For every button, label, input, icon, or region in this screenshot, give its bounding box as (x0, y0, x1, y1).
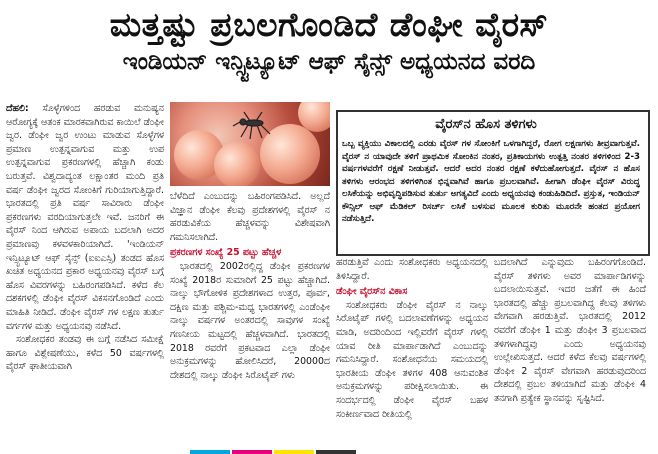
col1-paragraph-1: ಸೊಳ್ಳೆಗಳಿಂದ ಹರಡುವ ಮನುಷ್ಯನ ಆರೋಗ್ಯಕ್ಕೆ ಆತಂಕ ಮಾರಕವಾಗಿರುವ ಕಾಯಿಲೆ ಡೆಂಘೀ ಜ್ವರ. ಡೆಂಘೀ ಜ್ವರ ಉಂಟು ಮಾಡುವ ಸೊಳ್ಳೆಗಳ ಪ್ರಮಾಣ ಉತ್ಪನ್ನವಾಗುವ ಮತ್ತು ಉಪ ಉತ್ಪನ್ನವಾಗುವ ಪ್ರಕರಣಗಳಲ್ಲಿ ಹೆಚ್ಚಾಗಿ ಕಂಡು ಬರುತ್ತವೆ. ವಿಶ್ವದಾದ್ಯಂತ ಲಕ್ಷಾಂತರ ಮಂದಿ ಪ್ರತಿ ವರ್ಷ ಡೆಂಘೀ ಜ್ವರದ ಸೋಂಕಿಗೆ ಗುರಿಯಾಗುತ್ತಿದ್ದಾರೆ. ಭಾರತದಲ್ಲಿ ಪ್ರತಿ ವರ್ಷ ಸಾವಿರಾರು ಡೆಂಘೀ ಪ್ರಕರಣಗಳು ವರದಿಯಾಗುತ್ತಲೇ ಇವೆ. ಜನರಿಗೆ ಈ ವೈರಸ್ ನಿಂದ ಆಗಿರುವ ಅಪಾಯ ಬದಲಾಗಿ ಅದರ ಪ್ರಮಾಣವು ಕಳವಳಕಾರಿಯಾಗಿದೆ. 'ಇಂಡಿಯನ್ ಇನ್ಸ್ಟಿಟ್ಯೂಟ್ ಆಫ್ ಸೈನ್ಸ್ (ಐಐಎಸ್ಸಿ) ತಂಡದ ಹೊಸ ಖಚಿತ ಅಧ್ಯಯನದ ಪ್ರಕಾರ ಅಧ್ಯಯನವು ವೈರಸ್ ಬಗ್ಗೆ ಹೊಸ ವಿವರಗಳನ್ನು ಬಹಿರಂಗಪಡಿಸಿದೆ. ಕಳೆದ ಕೆಲ ದಶಕಗಳಲ್ಲಿ ಡೆಂಘೀ ವೈರಸ್ ವಿಕಸನಗೊಂಡಿದೆ ಎಂದು ಮಾಹಿತಿ ನೀಡಿದೆ. ಡೆಂಘೀ ವೈರಸ್ ಗಳ ಲಕ್ಷಣ ತುರ್ತು ವರ್ಗಗಳ ಮತ್ತು ಅಧ್ಯಯನವು ನಡೆಸಿದೆ. (6, 103, 164, 332)
col2-subhead: ಪ್ರಕರಣಗಳ ಸಂಖ್ಯೆ 25 ಪಟ್ಟು ಹೆಚ್ಚಳ (170, 247, 282, 259)
col3-paragraph-1: ಹರಡುತ್ತಿವೆ ಎಂದು ಸಂಶೋಧಕರು ಅಧ್ಯಯನದಲ್ಲಿ ತಿಳಿಸಿದ್ದಾರೆ. (336, 257, 488, 282)
article-column-3 (336, 256, 488, 448)
virus-cell (214, 142, 260, 186)
sidebar-box-title: ವೈರಸ್‌ನ ಹೊಸ ತಳಿಗಳು (411, 114, 561, 136)
color-registration-strip (190, 450, 230, 454)
col1-paragraph-2: ಸಂಶೋಧಕರ ತಂಡವು ಈ ಬಗ್ಗೆ ನಡೆಸಿದ ಸಮೀಕ್ಷೆ ಹಾಗೂ ವಿಶ್ಲೇಷಣೆಯು, ಕಳೆದ 50 ವರ್ಷಗಳಲ್ಲಿ ವೈರಸ್ ಘಾತೀಯವಾಗಿ (6, 334, 164, 373)
col3-subhead: ಡೆಂಘೀ ವೈರಸ್‌ನ ವಿಕಾಸ (336, 286, 408, 298)
col3-paragraph-2: ಸಂಶೋಧಕರು ಡೆಂಘೀ ವೈರಸ್ ನ ನಾಲ್ಕು ಸಿರೊಟೈಪ್ ಗಳಲ್ಲಿ ಬದಲಾವಣೆಗಳನ್ನು ಅಧ್ಯಯನ ಮಾಡಿ, ಅದರಿಂದಿಂದ ಇಲ್ಲಿವರೆಗೆ ವೈರಸ್ ಗಳಲ್ಲಿ ಯಾವ ರೀತಿ ಮಾರ್ಪಾಡಾಗಿದೆ ಎಂಬುದನ್ನು ಗಮನಿಸಿದ್ದಾರೆ. ಸಂಶೋಧನೆಯ ಸಮಯದಲ್ಲಿ ಭಾರತೀಯ ಡೆಂಘೀ ತಳಿಗಳ 408 ಆನುವಂಶಿಕ ಅನುಕ್ರಮಗಳನ್ನು ಪರೀಕ್ಷಿಸಲಾಯಿತು. ಈ ಸಂದರ್ಭದಲ್ಲಿ ಡೆಂಘೀ ವೈರಸ್ ಬಹಳ ಸಂಕೀರ್ಣವಾದ ರೀತಿಯಲ್ಲಿ (336, 299, 488, 420)
mosquito-icon (232, 110, 272, 140)
dateline: ದೆಹಲಿ: (6, 103, 29, 114)
col2-paragraph-2: ಭಾರತದಲ್ಲಿ 2002ರಲ್ಲಿದ್ದ ಡೆಂಘೀ ಪ್ರಕರಣಗಳ ಸಂಖ್ಯೆ 2018ರ ಸುಮಾರಿಗೆ 25 ಪಟ್ಟು ಹೆಚ್ಚಾಗಿದೆ. ನಾಲ್ಕು ಭೌಗೋಳಿಕ ಪ್ರದೇಶಗಳಾದ ಉತ್ತರ, ಪೂರ್ವ, ದಕ್ಷಿಣ ಮತ್ತು ಪಶ್ಚಿಮ-ಮಧ್ಯ ಭಾರತಗಳಲ್ಲಿ ಎಂಡೆಂಘೀ ನಾಲ್ಕು ವರ್ಷಗಳ ಅಂತರದಲ್ಲಿ ಸಾವುಗಳ ಸಂಖ್ಯೆ ಗಣನೀಯ ಮಟ್ಟದಲ್ಲಿ ಹೆಚ್ಚಳವಾಗಿದೆ. ಭಾರತದಲ್ಲಿ 2018 ರವರೆಗೆ ಪ್ರಕಟವಾದ ಎಲ್ಲಾ ಡೆಂಘೀ ಅನುಕ್ರಮಗಳನ್ನು ಹೋಲಿಸಿದರೆ, 20000ದ ದೇಶದಲ್ಲಿ ನಾಲ್ಕು ಡೆಂಘೀ ಸಿರೊಟೈಪ್ ಗಳು (170, 260, 330, 381)
col2-paragraph-1: ಬೆಳೆದಿದೆ ಎಂಬುದನ್ನು ಬಹಿರಂಗಪಡಿಸಿದೆ. ಅಲ್ಲದೆ ವಿಜ್ಞಾನ ಡೆಂಘೀ ಕೆಲವು ಪ್ರದೇಶಗಳಲ್ಲಿ ವೈರಸ್ ನ ಹರಡುವಿಕೆಯ ಹೆಚ್ಚಳವನ್ನು ವಿಶೇಷವಾಗಿ ಗಮನಿಸಲಾಗಿದೆ. (170, 191, 330, 243)
article-column-4 (494, 256, 646, 448)
subheadline: ಇಂಡಿಯನ್ ಇನ್ಸ್ಟಿಟ್ಯೂಟ್ ಆಫ್ ಸೈನ್ಸ್ ಅಧ್ಯಯನದ ವರದಿ (122, 49, 536, 75)
dengue-virus-photo (170, 102, 330, 186)
col4-paragraph-1: ಬದಲಾಗಿದೆ ಎನ್ನುವುದು ಬಹಿರಂಗಗೊಂಡಿದೆ. ವೈರಸ್ ತಳಿಗಳು ಅವರ ಮಾರ್ಪಾಡಿಗಳನ್ನು ಬದಲಾಯಿಸುತ್ತವೆ. ಇದರ ಜತೆಗೆ ಈ ಹಿಂದೆ ಭಾರತದಲ್ಲಿ ಹೆಚ್ಚು ಪ್ರಬಲವಾಗಿದ್ದ ಕೆಲವು ತಳಿಗಳು ವೇಗವಾಗಿ ಹರಡುತ್ತಿವೆ. ಭಾರತದಲ್ಲಿ 2012 ರವರೆಗೆ ಡೆಂಘೀ 1 ಮತ್ತು ಡೆಂಘೀ 3 ಪ್ರಬಲವಾದ ತಳಿಗಳಾಗಿದ್ದವು ಎಂದು ಅಧ್ಯಯನವು ಉಲ್ಲೇಖಿಸುತ್ತದೆ. ಆದರೆ ಕಳೆದ ಕೆಲವು ವರ್ಷಗಳಲ್ಲಿ ಡೆಂಘೀ 2 ವೈರಸ್ ವೇಗವಾಗಿ ಹರಡುವುದರಿಂದ ದೇಶದಲ್ಲಿ ಪ್ರಬಲ ತಳಿಯಾಗಿದೆ ಮತ್ತು ಡೆಂಘೀ 4 ತನಗಾಗಿ ಪ್ರತ್ಯೇಕ ಸ್ಥಾನವನ್ನು ಸೃಷ್ಟಿಸಿದೆ. (494, 257, 646, 404)
article-column-1 (6, 102, 164, 448)
sidebar-box-text: ಒಬ್ಬ ವ್ಯಕ್ತಿಯು ವಿಕಾಲದಲ್ಲಿ ಎರಡು ವೈರಸ್ ಗಳ ಸೋಂಕಿಗೆ ಒಳಗಾಗಿದ್ದರೆ, ರೋಗ ಲಕ್ಷಣಗಳು ತೀವ್ರವಾಗುತ್ತವೆ. ವೈರಸ್ ನ ಯಾವುದೇ ತಳಿಗೆ ಪ್ರಾಥಮಿಕ ಸೋಂಕಿನ ನಂತರ, ಪ್ರತಿಕಾಯಗಳು ಉತ್ಪತ್ತಿ ನಂತರ ತಳಿಗಳಿಂದ 2-3 ವರ್ಷಗಳವರೆಗೆ ರಕ್ಷಣೆ ನೀಡುತ್ತವೆ. ಆದರೆ ಅದರ ನಂತರ ರಕ್ಷಣೆ ಕಳೆದುಹೋಗುತ್ತದೆ. ವೈರಸ್ ನ ಹೊಸ ತಳಿಗಳು ಆರಂಭದ ತಳಿಗಳಿಗಿಂತ ಭಿನ್ನವಾಗಿವೆ ಹಾಗೂ ಪ್ರಬಲವಾಗಿವೆ. ಹೀಗಾಗಿ ಡೆಂಘೀ ವೈರಸ್ ವಿರುದ್ಧ ಲಸಿಕೆಯನ್ನು ಅಭಿವೃದ್ಧಿಪಡಿಸುವ ತುರ್ತು ಅಗತ್ಯವಿದೆ ಎಂದು ಅಧ್ಯಯನವು ಕಂಡುಹಿಡಿದಿದೆ. ಪ್ರಸ್ತುತ, ಇಂಡಿಯನ್ ಕೌನ್ಸಿಲ್ ಆಫ್ ಮೆಡಿಕಲ್ ರಿಸರ್ಚ್ ಲಸಿಕೆ ಬಳಸುವ ಮೂಲಕ ಕುರಿತು ಮೂರನೇ ಹಂತದ ಪ್ರಯೋಗ ನಡೆಸುತ್ತಿದೆ. (342, 139, 640, 224)
color-registration-strip (232, 450, 272, 454)
headline: ಮತ್ತಷ್ಟು ಪ್ರಬಲಗೊಂಡಿದೆ ಡೆಂಘೀ ವೈರಸ್ (109, 5, 549, 44)
color-registration-strip (316, 450, 356, 454)
article-column-2 (170, 190, 330, 448)
color-registration-strip (274, 450, 314, 454)
